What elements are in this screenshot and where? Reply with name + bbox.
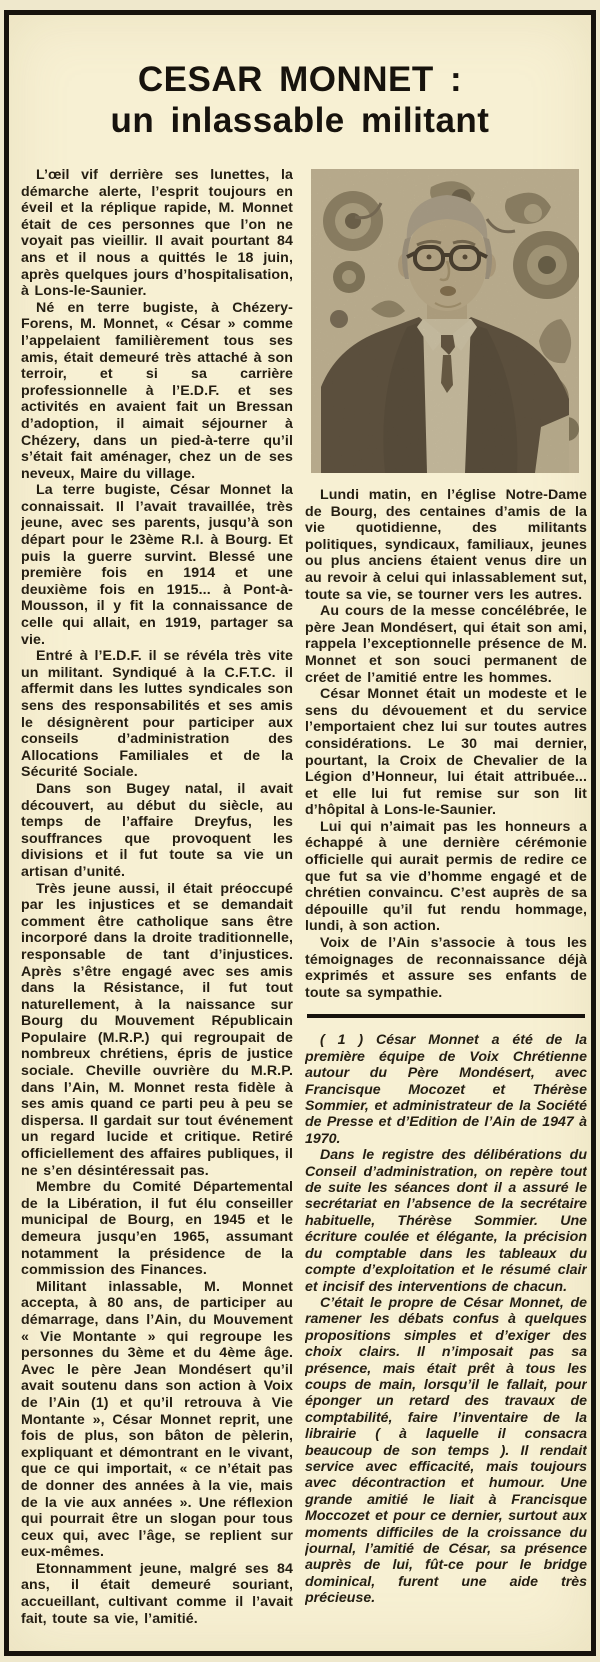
paragraph: ( 1 ) César Monnet a été de la première équipe de Voix Chrétienne autour du Père Mondésert, avec Francisque Mocozet et Thérèse Sommier, et administrateur de la Société de Presse et d’Edition de l’Ain de 1947 à 1970. [305,1032,587,1147]
paragraph: La terre bugiste, César Monnet la connaissait. Il l’avait travaillée, très jeune, avec ses parents, jusqu’à son départ pour le 23ème R.I. à Bourg. Et puis la guerre survint. Blessé une première fois en 1914 et une deuxième fois en 1915... à Pont-à-Mousson, il y fit la connaissance de celle qui allait, en 1919, partager sa vie. [21,482,293,648]
paragraph: Lundi matin, en l’église Notre-Dame de Bourg, des centaines d’amis de la vie quotidienne, des militants politiques, syndicaux, familiaux, jeunes ou plus anciens étaient venus dire un au revoir à celui qui inlassablement sut, toute sa vie, se tourner vers les autres. [305,487,587,603]
paragraph: Voix de l’Ain s’associe à tous les témoignages de reconnaissance déjà exprimés et assure ses enfants de toute sa sympathie. [305,935,587,1001]
paragraph: L’œil vif derrière ses lunettes, la démarche alerte, l’esprit toujours en éveil et la réplique rapide, M. Monnet était de ces personnes que l’on ne voyait pas vieillir. Il avait pourtant 84 ans et il nous a quittés le 18 juin, après quelques jours d’hospitalisation, à Lons-le-Saunier. [21,167,293,300]
paragraph: Au cours de la messe concélébrée, le père Jean Mondésert, qui était son ami, rappela l’exceptionnelle présence de M. Monnet et son souci permanent de créet de l’amitié entre les hommes. [305,603,587,686]
right-column-text [305,487,587,1001]
paragraph: Etonnamment jeune, malgré ses 84 ans, il était demeuré souriant, accueillant, cultivant comme il l’avait fait, toute sa vie, l’amitié. [21,1560,293,1627]
photo-grain [311,169,579,473]
paragraph: C’était le propre de César Monnet, de ramener les débats confus à quelques propositions simples et d’exiger des choix clairs. Il n’imposait pas sa présence, mais était prêt à tous les coups de main, lorsqu’il le fallait, pour éponger un retard des travaux de comptabilité, faire l’inventaire de la librairie ( à laquelle il consacra beaucoup de son temps ). Il rendait service avec efficacité, mais toujours avec décontraction et humour. Une grande amitié le liait à Francisque Moccozet et pour ce dernier, surtout aux moments difficiles de la croissance du journal, l’amitié de César, sa présence auprès de lui, fût-ce pour le bridge dominical, furent une aide très précieuse. [305,1294,587,1607]
title-line-1: CESAR MONNET : [137,60,463,99]
title-line-2: un inlassable militant [110,101,490,140]
paragraph: Né en terre bugiste, à Chézery-Forens, M. Monnet, « César » comme l’appelaient familièrement tous ses amis, était demeuré très attaché à son terroir, et si sa carrière professionnelle à l’E.D.F. et ses activités en avaient fait un Bressan d’adoption, il aimait séjourner à Chézery, dans un pied-à-terre qu’il s’était fait aménager, chez un de ses neveux, Maire du village. [21,299,293,482]
portrait-cesar-monnet-photo [311,169,579,473]
right-column [305,167,587,1641]
paragraph: Dans son Bugey natal, il avait découvert, au début du siècle, au temps de l’affaire Dreyfus, les souffrances que provoquent les divisions et il fut toute sa vie un artisan d’unité. [21,780,293,880]
paragraph: César Monnet était un modeste et le sens du dévouement et du service l’emportaient chez lui sur toutes autres considérations. Le 30 mai dernier, pourtant, la Croix de Chevalier de la Légion d’Honneur, lui était attribuée... et elle lui fut remise sur son lit d’hôpital à Lons-le-Saunier. [305,686,587,819]
paragraph: Membre du Comité Départemental de la Libération, il fut élu conseiller municipal de Bourg, en 1945 et le demeura jusqu’en 1965, assumant notamment la présidence de la commission des Finances. [21,1179,293,1279]
footnote [305,1032,587,1606]
paragraph: Militant inlassable, M. Monnet accepta, à 80 ans, de participer au démarrage, dans l’Ain, du Mouvement « Vie Montante » qui regroupe les personnes du 3ème et du 4ème âge. Avec le père Jean Mondésert qu’il avait soutenu dans son action à Voix de l’Ain (1) et qu’il retrouva à Vie Montante », César Monnet reprit, une fois de plus, son bâton de pèlerin, expliquant et démontrant en le vivant, que ce qui importait, « ce n’était pas de donner des années à la vie, mais de la vie aux années ». Une réflexion qui pourrait être un slogan pour tous ceux qui, avec l’âge, se replient sur eux-mêmes. [21,1278,293,1561]
footnote-divider [307,1014,585,1018]
article-frame [4,10,596,1656]
article-title [19,59,581,141]
paragraph: Entré à l’E.D.F. il se révéla très vite un militant. Syndiqué à la C.F.T.C. il affermit dans les luttes syndicales son sens des responsabilités et ses amis le désignèrent pour participer aux conseils d’administration des Allocations Familiales et de la Sécurité Sociale. [21,648,293,781]
paragraph: Très jeune aussi, il était préoccupé par les injustices et se demandait comment être catholique sans être incorporé dans la droite traditionnelle, responsable de tant d’injustices. Après s’être engagé avec ses amis dans la Résistance, il fut tout naturellement, à la naissance sur Bourg du Mouvement Républicain Populaire (M.R.P.) qui regroupait de nombreux chrétiens, épris de justice sociale. Cheville ouvrière du M.R.P. dans l’Ain, M. Monnet resta fidèle à ses amis quand ce parti peu à peu se dispersa. Il gardait sur tout événement un regard lucide et critique. Retiré officiellement des affaires publiques, il ne s’en désintéressait pas. [21,880,293,1179]
paragraph: Dans le registre des délibérations du Conseil d’administration, on repère tout de suite les séances dont il a assuré le secrétariat en l’absence de la secrétaire habituelle, Thérèse Sommier. Une écriture coulée et élégante, la précision du comptable dans les tableaux du compte d’exploitation et le résumé clair et incisif des interventions de chacun. [305,1147,587,1295]
paragraph: Lui qui n’aimait pas les honneurs a échappé à une dernière cérémonie officielle qui aurait permis de redire ce que fut sa vie d’homme engagé et de chrétien convaincu. C’est auprès de sa dépouille qu’il fut rendu hommage, lundi, à son action. [305,818,587,935]
left-column [21,167,293,1641]
